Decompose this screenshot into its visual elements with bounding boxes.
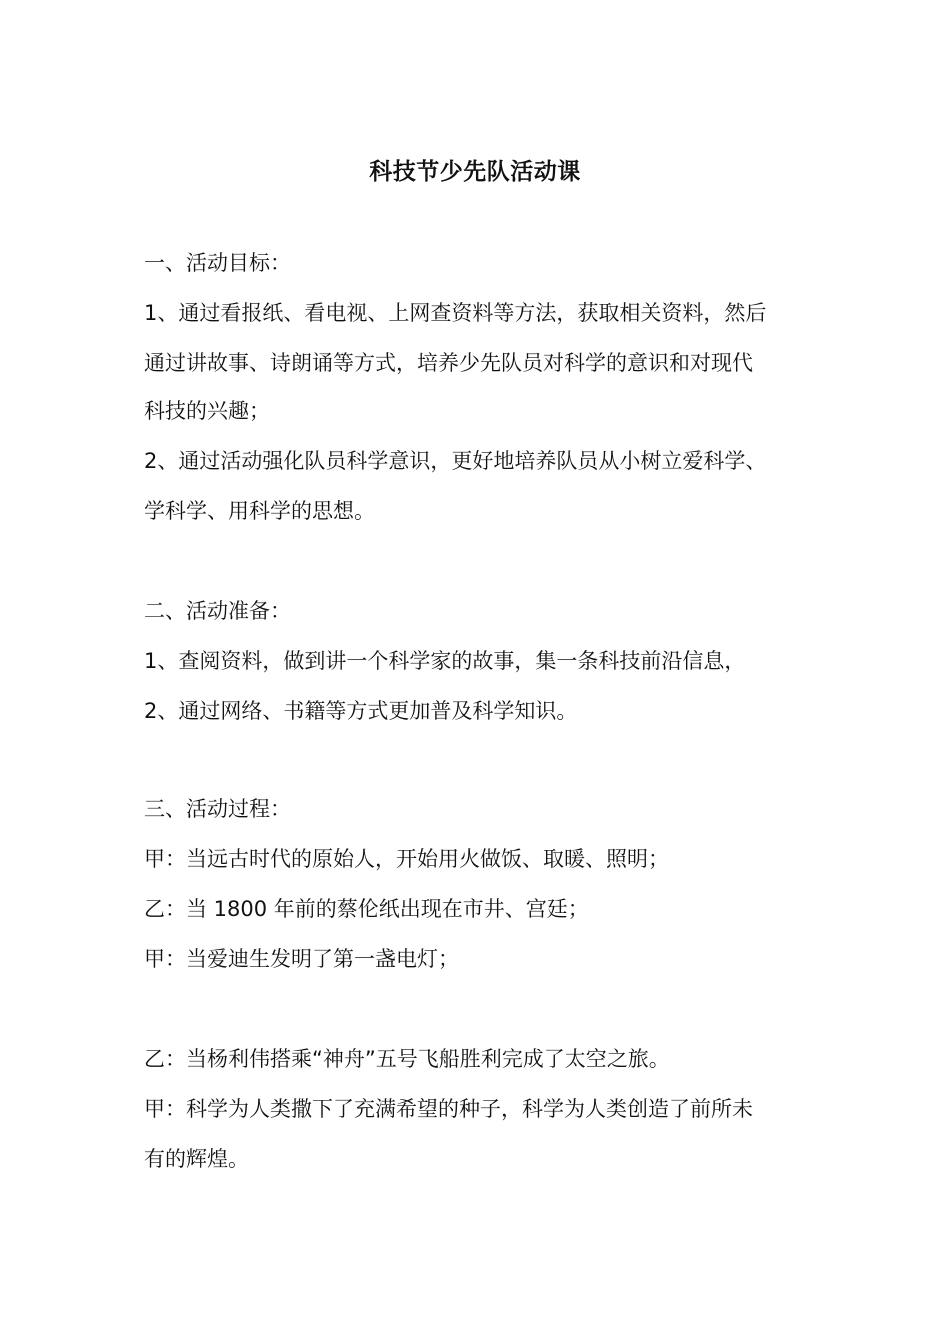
paragraph-line: 1、通过看报纸、看电视、上网查资料等方法，获取相关资料，然后 <box>144 301 767 325</box>
dialogue-line: 甲：当远古时代的原始人，开始用火做饭、取暖、照明； <box>144 847 669 871</box>
section-heading-preparation: 二、活动准备： <box>144 599 291 623</box>
paragraph-line: 学科学、用科学的思想。 <box>144 499 375 523</box>
paragraph-line: 通过讲故事、诗朗诵等方式，培养少先队员对科学的意识和对现代 <box>144 351 753 375</box>
section-heading-goals: 一、活动目标： <box>144 251 291 275</box>
paragraph-line: 1、查阅资料，做到讲一个科学家的故事，集一条科技前沿信息， <box>144 649 746 673</box>
dialogue-line: 甲：当爱迪生发明了第一盏电灯； <box>144 947 459 971</box>
dialogue-line: 乙：当 1800 年前的蔡伦纸出现在市井、宫廷； <box>144 897 589 921</box>
paragraph-line: 2、通过网络、书籍等方式更加普及科学知识。 <box>144 699 578 723</box>
paragraph-line: 科技的兴趣； <box>144 399 270 423</box>
paragraph-line: 2、通过活动强化队员科学意识，更好地培养队员从小树立爱科学、 <box>144 449 767 473</box>
dialogue-line: 甲：科学为人类撒下了充满希望的种子，科学为人类创造了前所未 <box>144 1097 753 1121</box>
dialogue-line: 乙：当杨利伟搭乘“神舟”五号飞船胜利完成了太空之旅。 <box>144 1047 670 1071</box>
document-title: 科技节少先队活动课 <box>369 159 581 185</box>
section-heading-process: 三、活动过程： <box>144 797 291 821</box>
dialogue-line: 有的辉煌。 <box>144 1147 249 1171</box>
